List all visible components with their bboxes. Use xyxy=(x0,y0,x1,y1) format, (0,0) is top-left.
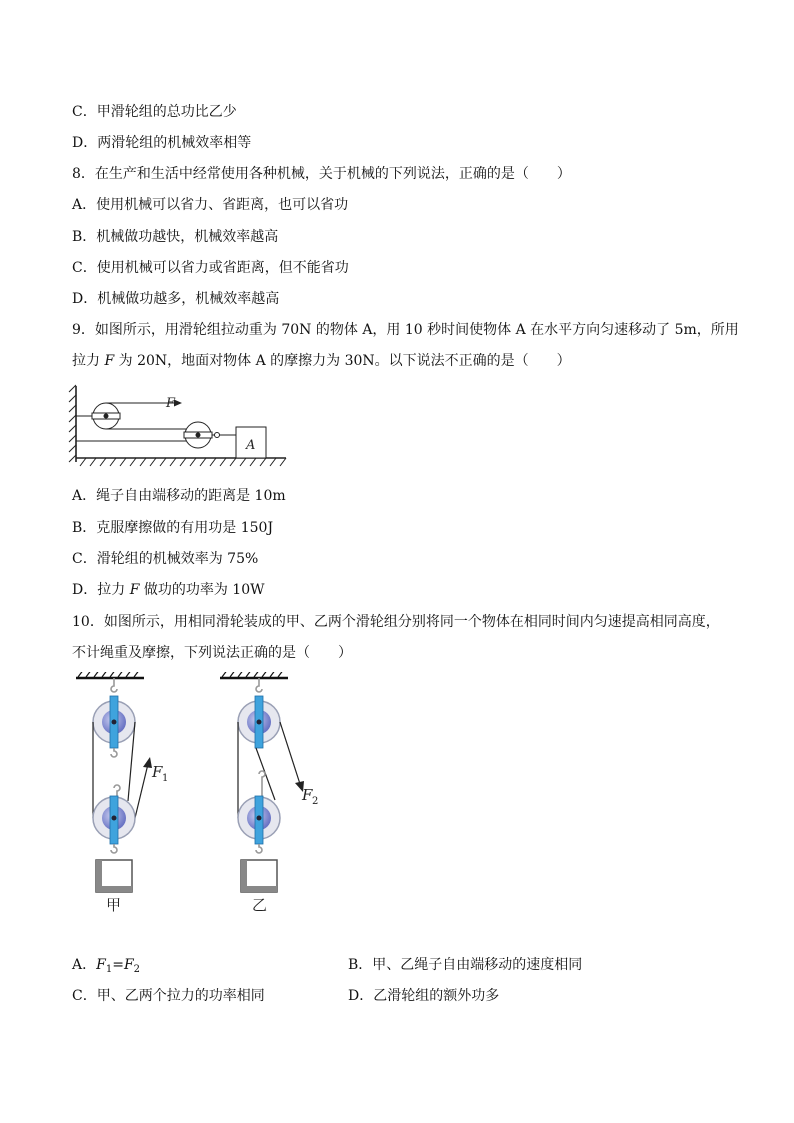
q8-option-c: C．使用机械可以省力或省距离，但不能省功 xyxy=(72,260,349,276)
q10-pulley-figure xyxy=(70,672,330,917)
q10-option-d: D．乙滑轮组的额外功多 xyxy=(348,988,500,1004)
q8-option-a: A．使用机械可以省力、省距离，也可以省功 xyxy=(72,197,349,213)
q7-option-d: D．两滑轮组的机械效率相等 xyxy=(72,135,252,151)
force-f2-label: F xyxy=(302,786,313,804)
q9-pulley-figure xyxy=(66,380,292,472)
q9-stem-line2: 拉力 F 为 20N，地面对物体 A 的摩擦力为 30N。以下说法不正确的是（ ） xyxy=(72,353,571,369)
block-a-label: A xyxy=(246,438,256,453)
force-f2-subscript: 2 xyxy=(312,796,319,807)
force-f-label: F xyxy=(166,396,176,411)
q10-stem-line1: 10．如图所示，用相同滑轮装成的甲、乙两个滑轮组分别将同一个物体在相同时间内匀速提高相同高度， xyxy=(72,614,720,630)
pulley-group-right xyxy=(220,672,304,892)
q9-option-d: D．拉力 F 做功的功率为 10W xyxy=(72,582,265,598)
ground-hatching xyxy=(80,458,286,466)
q9-option-c: C．滑轮组的机械效率为 75% xyxy=(72,551,259,567)
q8-option-d: D．机械做功越多，机械效率越高 xyxy=(72,291,280,307)
q9-stem-line1: 9．如图所示，用滑轮组拉动重为 70N 的物体 A，用 10 秒时间使物体 A 在水平方向匀速移动了 5m，所用 xyxy=(72,322,739,338)
caption-yi: 乙 xyxy=(252,896,268,914)
q10-option-c: C．甲、乙两个拉力的功率相同 xyxy=(72,988,265,1004)
q9-option-b: B．克服摩擦做的有用功是 150J xyxy=(72,520,274,536)
q10-option-a: A．$F_1=F_2$ xyxy=(72,957,141,975)
force-f1-label: F xyxy=(152,763,163,781)
caption-jia: 甲 xyxy=(106,896,122,914)
wall-hatching xyxy=(69,385,76,462)
q8-stem: 8．在生产和生活中经常使用各种机械，关于机械的下列说法，正确的是（ ） xyxy=(72,166,571,182)
q10-option-b: B．甲、乙绳子自由端移动的速度相同 xyxy=(348,957,583,973)
q7-option-c: C．甲滑轮组的总功比乙少 xyxy=(72,104,237,120)
force-f1-subscript: 1 xyxy=(162,773,169,784)
q9-option-a: A．绳子自由端移动的距离是 10m xyxy=(72,488,286,504)
pulley-group-left xyxy=(76,672,152,892)
q8-option-b: B．机械做功越快，机械效率越高 xyxy=(72,229,279,245)
q10-stem-line2: 不计绳重及摩擦，下列说法正确的是（ ） xyxy=(72,645,352,661)
